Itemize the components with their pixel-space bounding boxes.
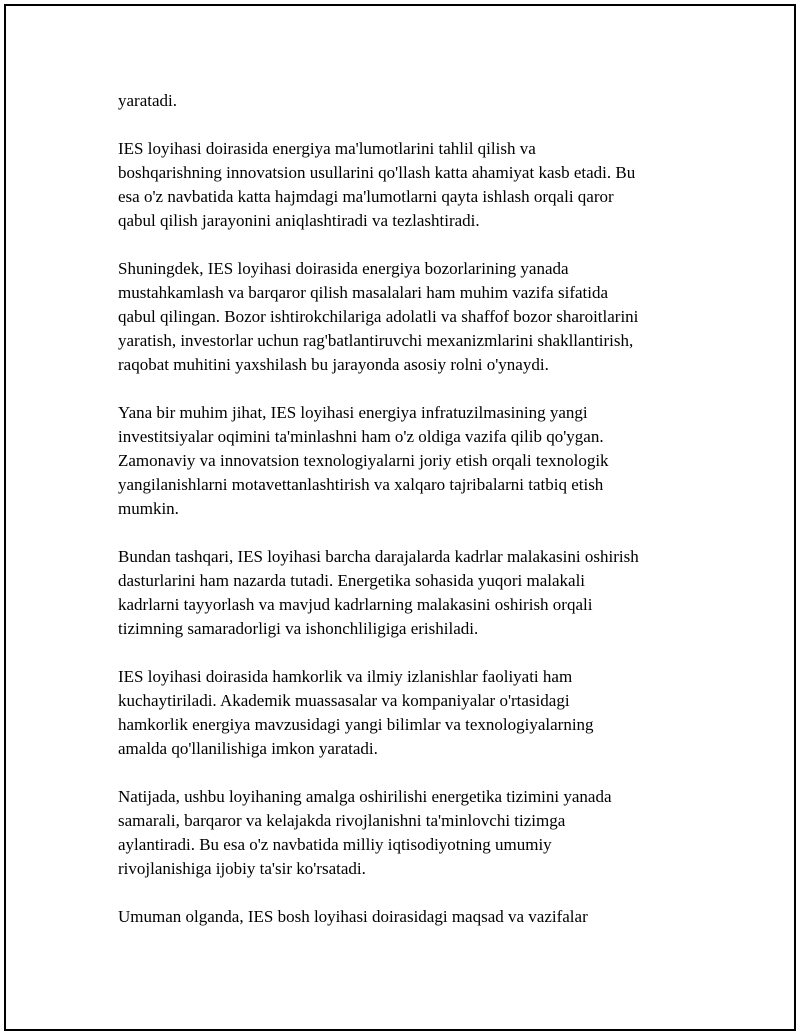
text-line: rivojlanishiga ijobiy ta'sir ko'rsatadi. (118, 859, 366, 878)
text-line: amalda qo'llanilishiga imkon yaratadi. (118, 739, 378, 758)
text-line: mumkin. (118, 499, 179, 518)
text-line: raqobat muhitini yaxshilash bu jarayonda asosiy rolni o'ynaydi. (118, 355, 549, 374)
text-line: mustahkamlash va barqaror qilish masalalari ham muhim vazifa sifatida (118, 283, 609, 302)
text-line: qabul qilingan. Bozor ishtirokchilariga adolatli va shaffof bozor sharoitlarini (118, 307, 639, 326)
text-line: kuchaytiriladi. Akademik muassasalar va kompaniyalar o'rtasidagi (118, 691, 570, 710)
text-line: yaratish, investorlar uchun rag'batlantiruvchi mexanizmlarini shakllantirish, (118, 331, 634, 350)
paragraph-7 (118, 785, 698, 881)
text-line: Zamonaviy va innovatsion texnologiyalarni joriy etish orqali texnologik (118, 451, 609, 470)
text-line: Umuman olganda, IES bosh loyihasi doirasidagi maqsad va vazifalar (118, 907, 588, 926)
text-line: tizimning samaradorligi va ishonchliligiga erishiladi. (118, 619, 479, 638)
text-line: hamkorlik energiya mavzusidagi yangi bilimlar va texnologiyalarning (118, 715, 594, 734)
document-body (118, 89, 698, 953)
text-line: boshqarishning innovatsion usullarini qo'llash katta ahamiyat kasb etadi. Bu (118, 163, 636, 182)
text-line: samarali, barqaror va kelajakda rivojlanishni ta'minlovchi tizimga (118, 811, 566, 830)
text-line: kadrlarni tayyorlash va mavjud kadrlarning malakasini oshirish orqali (118, 595, 593, 614)
paragraph-6 (118, 665, 698, 761)
text-line: IES loyihasi doirasida hamkorlik va ilmiy izlanishlar faoliyati ham (118, 667, 573, 686)
text-line: Yana bir muhim jihat, IES loyihasi energiya infratuzilmasining yangi (118, 403, 588, 422)
paragraph-5 (118, 545, 698, 641)
text-line: investitsiyalar oqimini ta'minlashni ham o'z oldiga vazifa qilib qo'ygan. (118, 427, 604, 446)
paragraph-8 (118, 905, 698, 929)
text-line: IES loyihasi doirasida energiya ma'lumotlarini tahlil qilish va (118, 139, 536, 158)
paragraph-3 (118, 257, 698, 377)
text-line: Natijada, ushbu loyihaning amalga oshirilishi energetika tizimini yanada (118, 787, 612, 806)
text-line: aylantiradi. Bu esa o'z navbatida milliy iqtisodiyotning umumiy (118, 835, 552, 854)
paragraph-2 (118, 137, 698, 233)
paragraph-4 (118, 401, 698, 521)
text-line: Shuningdek, IES loyihasi doirasida energiya bozorlarining yanada (118, 259, 569, 278)
text-line: yaratadi. (118, 91, 177, 110)
text-line: Bundan tashqari, IES loyihasi barcha darajalarda kadrlar malakasini oshirish (118, 547, 639, 566)
text-line: esa o'z navbatida katta hajmdagi ma'lumotlarni qayta ishlash orqali qaror (118, 187, 614, 206)
paragraph-1 (118, 89, 698, 113)
text-line: yangilanishlarni motavettanlashtirish va xalqaro tajribalarni tatbiq etish (118, 475, 604, 494)
text-line: qabul qilish jarayonini aniqlashtiradi va tezlashtiradi. (118, 211, 480, 230)
text-line: dasturlarini ham nazarda tutadi. Energetika sohasida yuqori malakali (118, 571, 586, 590)
